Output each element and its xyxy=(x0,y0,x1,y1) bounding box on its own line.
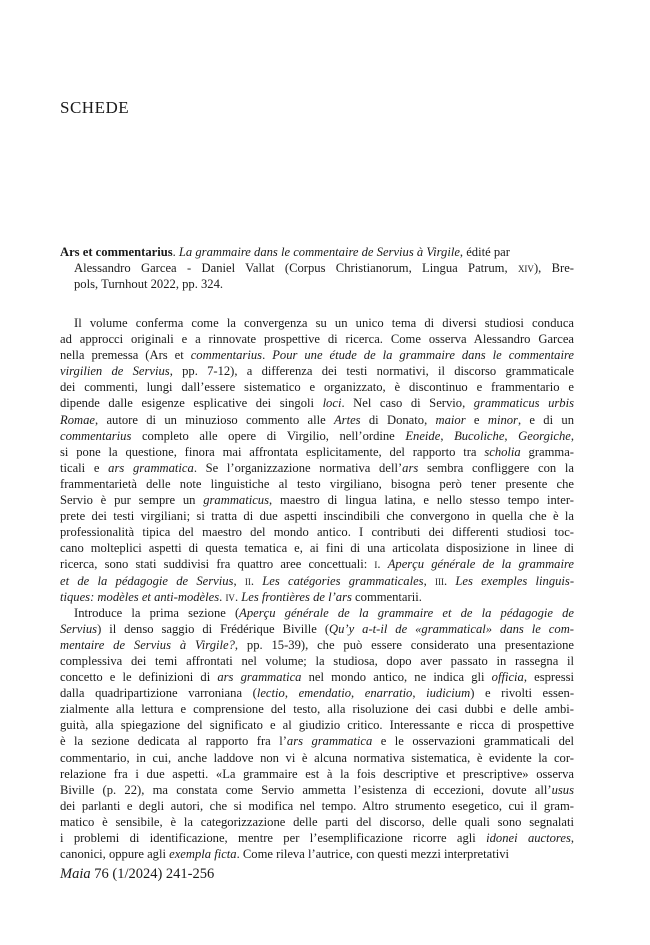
body-line: professionalità tipica del maestro del mondo antico. I contributi dei differenti studiosi toc- xyxy=(60,525,574,540)
citation-line-2: Alessandro Garcea - Daniel Vallat (Corpus Christianorum, Lingua Patrum, xiv), Bre- xyxy=(74,261,574,275)
body-line: Il volume conferma come la convergenza su un unico tema di diversi studiosi conduca xyxy=(74,316,574,330)
body-line: si pone la questione, finora mai affrontata esplicitamente, del rapporto tra scholia gramma- xyxy=(60,444,574,459)
body-line: Servio è pur sempre un grammaticus, maestro di lingua latina, e nello stesso tempo inter- xyxy=(60,493,574,508)
body-line: mentaire de Servius à Virgile?, pp. 15-39), che può essere considerato una presentazione xyxy=(60,637,574,652)
body-line: commentarius completo alle opere di Virgilio, nell’ordine Eneide, Bucoliche, Georgiche, xyxy=(60,428,575,443)
body-line: dei parlanti e degli autori, che si modifica nel tempo. Altro strumento esegetico, cui il gram- xyxy=(60,798,574,813)
body-line: commentario, in cui, anche laddove non vi è alcuna normativa sistematica, è evidente la cor- xyxy=(60,750,574,765)
body-line: dei commenti, lungi dall’essere sistematico e organizzato, è discontinuo e frammentario e xyxy=(60,380,574,395)
footer-journal: Maia xyxy=(60,866,91,882)
citation-rest: , édité par xyxy=(459,245,510,259)
body-line: ad approcci originali e a rinnovate prospettive di ricerca. Come osserva Alessandro Garcea xyxy=(60,332,574,347)
body-line: è la sezione dedicata al rapporto fra l’ars grammatica e le osservazioni grammaticali del xyxy=(60,734,574,749)
body-line: cano molteplici aspetti di questa tematica e, ai fini di una articolata disposizione in linee di xyxy=(60,541,574,556)
body-line: Servius) il denso saggio di Frédérique Biville (Qu’y a-t-il de «grammatical» dans le com- xyxy=(60,621,574,636)
body-line: concetto e le definizioni di ars grammatica nel mondo antico, ne indica gli officia, espressi xyxy=(60,670,574,685)
body-line: dipende dalle esigenze esplicative dei singoli loci. Nel caso di Servio, grammaticus urbis xyxy=(60,396,574,411)
body-line: Introduce la prima sezione (Aperçu générale de la grammaire et de la pédagogie de xyxy=(74,605,574,620)
review-citation: Ars et commentarius. La grammaire dans le commentaire de Servius à Virgile, édité par Alessandro Garcea - Daniel Vallat (Corpus Christianorum, Lingua Patrum, xiv), Bre- pols, Turnhout 2022, pp. 324. xyxy=(60,245,574,291)
body-line: dalla quadripartizione varroniana (lectio, emendatio, enarratio, iudicium) e rivolti essen- xyxy=(60,686,575,701)
review-body xyxy=(60,315,574,862)
body-line: ticali e ars grammatica. Se l’organizzazione normativa dell’ars sembra confliggere con la xyxy=(60,460,574,475)
body-line: ricerca, sono stati suddivisi fra quattro aree concettuali: i. Aperçu générale de la grammaire xyxy=(60,557,574,572)
citation-title-italic: La grammaire dans le commentaire de Servius à Virgile xyxy=(178,245,460,259)
body-line: et de la pédagogie de Servius, ii. Les catégories grammaticales, iii. Les exemples linguis- xyxy=(60,573,575,588)
body-line: frammentarietà delle note linguistiche al testo virgiliano, bisogna però tener presente che xyxy=(60,476,574,491)
body-line: guità, alla spiegazione del significato e al giudizio critico. Interessante e ricca di prospettive xyxy=(60,718,574,733)
footer-citation: 76 (1/2024) 241-256 xyxy=(90,866,215,882)
body-line: matico è sensibile, è la categorizzazione delle parti del discorso, delle quali sono segnalati xyxy=(60,814,574,829)
body-line: zialmente alla lettura e comprensione del testo, alla risoluzione dei casi dubbi e delle ambi- xyxy=(60,702,574,717)
body-line: prete dei testi virgiliani; si tratta di due aspetti inscindibili che convergono in quella che è la xyxy=(60,509,574,524)
page-footer xyxy=(60,866,214,883)
body-line: complessiva dei temi affrontati nel volume; la studiosa, dopo aver passato in rassegna il xyxy=(60,653,574,668)
body-line: tiques: modèles et anti-modèles. iv. Les frontières de l’ars commentarii. xyxy=(60,589,422,604)
body-line: Biville (p. 22), ma constata come Servio ammetta l’esistenza di eccezioni, dovute all’usus xyxy=(60,782,574,797)
citation-line-3: pols, Turnhout 2022, pp. 324. xyxy=(74,277,224,291)
body-line: i problemi di identificazione, mentre per l’esemplificazione ricorre agli idonei auctores, xyxy=(60,831,575,845)
body-line: relazione fra i due aspetti. «La grammaire est à la fois descriptive et prescriptive» osserva xyxy=(60,766,574,781)
body-line: nella premessa (Ars et commentarius. Pour une étude de la grammaire dans le commentaire xyxy=(60,348,574,363)
citation-title-bold: Ars et commentarius xyxy=(60,245,173,259)
body-line: Romae, autore di un minuzioso commento alle Artes di Donato, maior e minor, e di un xyxy=(60,412,574,427)
section-title: SCHEDE xyxy=(60,98,130,117)
body-line: canonici, oppure agli exempla ficta. Come rileva l’autrice, con questi mezzi interpretativi xyxy=(60,847,510,862)
body-line: virgilien de Servius, pp. 7-12), a differenza dei testi normativi, il discorso grammaticale xyxy=(60,364,574,379)
